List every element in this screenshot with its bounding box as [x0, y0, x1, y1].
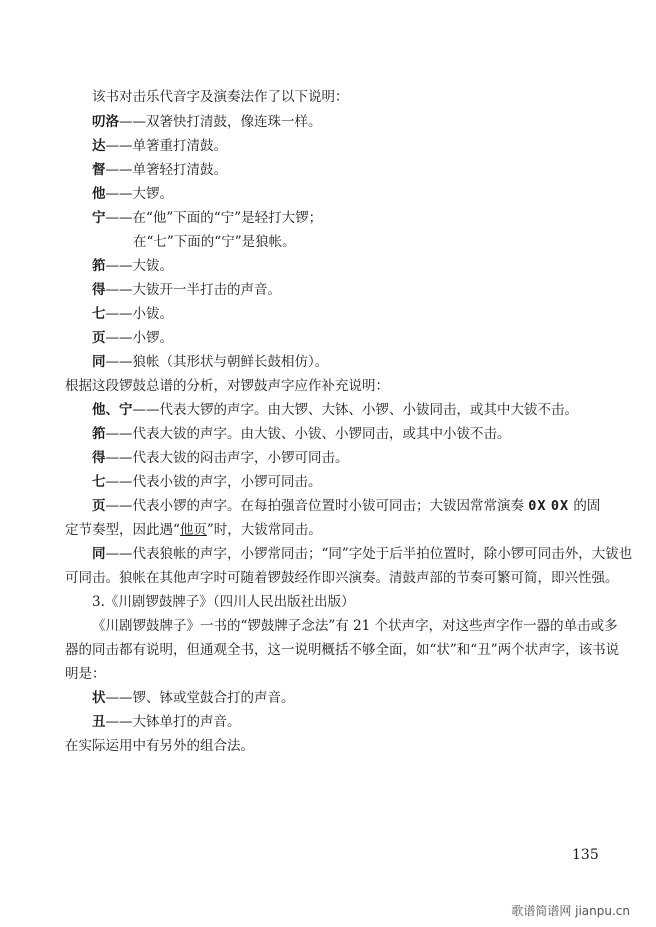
def-text: ——在“他”下面的“宁”是轻打大锣；: [105, 210, 323, 226]
def-text: ——双箸快打清鼓，像连珠一样。: [119, 114, 322, 130]
def-term: 七: [92, 306, 106, 322]
def-text: ——代表大钹的声字。由大钹、小钹、小锣同击，或其中小钹不击。: [105, 426, 511, 442]
def-text: ——大钵单打的声音。: [105, 714, 241, 730]
def-term: 筘: [92, 258, 106, 274]
intro-line: 该书对击乐代音字及演奏法作了以下说明：: [92, 89, 349, 105]
underlined-text: 他页: [179, 522, 207, 538]
def-term: 同: [92, 546, 106, 562]
def-line: [92, 209, 322, 227]
def-text: ”时，大钹常同击。: [206, 522, 322, 538]
def-text: ——代表小锣的声字。在每拍强音位置时小钹可同击；大钹因常常演奏: [105, 498, 524, 514]
def-term: 七: [92, 474, 106, 490]
def-text: ——大锣。: [105, 186, 173, 202]
def-text: ——代表大锣的声字。由大锣、大钵、小锣、小钹同击，或其中大钹不击。: [132, 402, 578, 418]
def-line: [92, 137, 227, 155]
def-line: [92, 281, 281, 299]
def-term: 宁: [92, 210, 106, 226]
def-text: ——小钹。: [105, 306, 173, 322]
def-term: 达: [92, 138, 106, 154]
def-text: ——大钹开一半打击的声音。: [105, 282, 281, 298]
def-text: ——大钹。: [105, 258, 173, 274]
rhythm-notation: 0X: [550, 498, 570, 514]
def-text: ——代表大钹的闷击声字，小锣可同击。: [105, 450, 349, 466]
def-line: [92, 713, 241, 731]
def-term: 页: [92, 498, 106, 514]
def-line: [92, 329, 173, 347]
def-term: 他: [92, 186, 106, 202]
rhythm-notation: 0X: [528, 498, 547, 514]
def-line: [92, 473, 322, 491]
def-line: [92, 545, 632, 563]
def-term: 得: [92, 450, 106, 466]
supplement-intro: 根据这段锣鼓总谱的分析，对锣鼓声字应作补充说明：: [65, 378, 389, 394]
def-text-end: 的固: [573, 498, 601, 514]
def-line: [92, 425, 511, 443]
def-line: [92, 353, 328, 371]
def-line: [92, 497, 600, 515]
def-term: 同: [92, 354, 106, 370]
section-heading: 3.《川剧锣鼓牌子》（四川人民出版社出版）: [92, 594, 355, 610]
def-line-continuation: 可同击。狼帐在其他声字时可随着锣鼓经作即兴演奏。清鼓声部的节奏可繁可简，即兴性强。: [65, 570, 619, 586]
def-text: ——狼帐（其形状与朝鲜长鼓相仿）。: [105, 354, 329, 370]
paragraph-line: 《川剧锣鼓牌子》一书的“锣鼓牌子念法”有 21 个状声字，对这些声字作一器的单击或多: [92, 618, 618, 634]
def-term: 页: [92, 330, 106, 346]
def-line-continuation: [65, 521, 322, 539]
def-line: [92, 401, 578, 419]
def-text: ——单箸轻打清鼓。: [105, 162, 227, 178]
def-text: ——小锣。: [105, 330, 173, 346]
def-line: [92, 113, 322, 131]
def-line: [92, 305, 173, 323]
def-line: [92, 185, 173, 203]
def-text: ——代表小钹的声字，小锣可同击。: [105, 474, 322, 490]
def-continuation: 在“七”下面的“宁”是狼帐。: [133, 234, 296, 250]
def-term: 他、宁: [92, 402, 133, 418]
def-line: [92, 689, 295, 707]
paragraph-line: 器的同击都有说明，但通观全书，这一说明概括不够全面，如“状”和“丑”两个状声字，该书说: [65, 642, 620, 658]
def-term: 得: [92, 282, 106, 298]
paragraph-line: 明是：: [65, 666, 106, 682]
def-line: [92, 449, 349, 467]
page-number: 135: [572, 847, 599, 863]
def-term: 丑: [92, 714, 106, 730]
def-text: ——代表狼帐的声字，小锣常同击；“同”字处于后半拍位置时，除小锣可同击外，大钹也: [105, 546, 633, 562]
def-term: 叨洛: [92, 114, 119, 130]
def-text: ——单箸重打清鼓。: [105, 138, 227, 154]
def-term: 督: [92, 162, 106, 178]
def-text: 定节奏型，因此遇“: [65, 522, 180, 538]
site-watermark: 歌谱简谱网 jianpu.cn: [511, 904, 630, 918]
def-line: [92, 161, 227, 179]
def-term: 状: [92, 690, 106, 706]
def-line: [92, 257, 173, 275]
def-text: ——锣、钵或堂鼓合打的声音。: [105, 690, 295, 706]
def-term: 筘: [92, 426, 106, 442]
closing-line: 在实际运用中有另外的组合法。: [65, 738, 254, 754]
